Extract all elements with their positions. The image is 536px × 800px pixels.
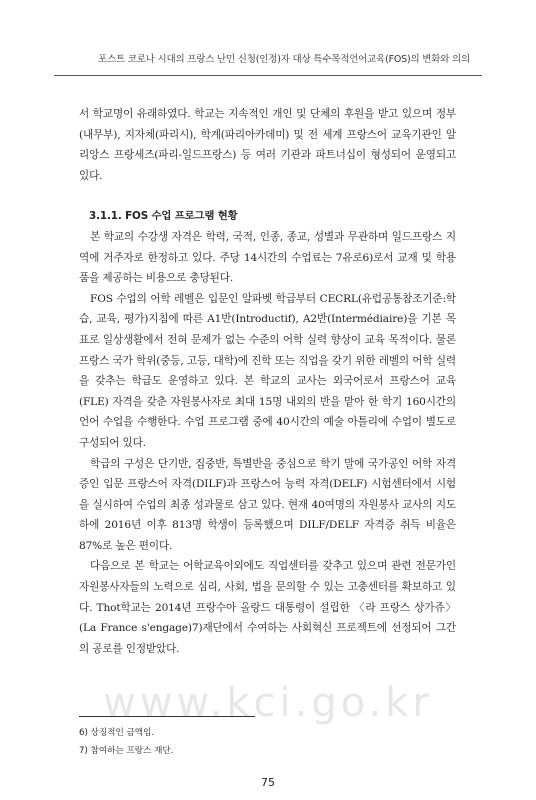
paragraph-eligibility: 본 학교의 수강생 자격은 학력, 국적, 인종, 종교, 성별과 무관하며 일드프랑스 지역에 거주자로 한정하고 있다. 주당 14시간의 수업료는 7유로6)로서 교재 및 학용품을 제공하는 비용으로 충당된다. <box>79 230 456 285</box>
footnote-divider <box>79 716 255 717</box>
section-heading: 3.1.1. FOS 수업 프로그램 현황 <box>89 210 238 223</box>
footnote-7: 7) 참여하는 프랑스 재단. <box>79 746 174 756</box>
page-number: 75 <box>261 776 275 789</box>
footnotes <box>79 724 456 760</box>
paragraph-intro: 서 학교명이 유래하였다. 학교는 지속적인 개인 및 단체의 후원을 받고 있으며 정부(내무부), 지자체(파리시), 학계(파리아카데미) 및 전 세계 프랑스어 교육기관인 알리앙스 프랑세즈(파리-일드프랑스) 등 여러 기관과 파트너십이 형성되어 운영되고 있다. <box>79 108 456 182</box>
header-divider <box>54 75 482 76</box>
watermark: www.kci.go.kr <box>103 680 433 726</box>
paragraph-class-structure: 학급의 구성은 단기반, 집중반, 특별반을 중심으로 학기 말에 국가공인 어학 자격증인 입문 프랑스어 자격(DILF)과 프랑스어 능력 자격(DELF) 시험센터에서 시험을 실시하여 수업의 최종 성과물로 삼고 있다. 현재 40여명의 자원봉사 교사의 지도하에 2016년 이후 813명 학생이 등록했으며 DILF/DELF 자격증 취득 비율은 87%로 높은 편이다. <box>79 457 456 552</box>
paragraph-support-center: 다음으로 본 학교는 어학교육이외에도 직업센터를 갖추고 있으며 관련 전문가인 자원봉사자들의 노력으로 심리, 사회, 법을 문의할 수 있는 고충센터를 확보하고 있다. Thot학교는 2014년 프랑수아 올랑드 대통령이 설립한 〈라 프랑스 상가쥬〉(La France s'engage)7)재단에서 수여하는 사회혁신 프로젝트에 선정되어 그간의 공로를 인정받았다. <box>79 560 456 655</box>
running-header: 포스트 코로나 시대의 프랑스 난민 신청(인정)자 대상 특수목적언어교육(FOS)의 변화와 의의 <box>98 54 470 65</box>
paragraph-language-level: FOS 수업의 어학 레벨은 입문인 알파벳 학급부터 CECRL(유럽공통참조기준:학습, 교육, 평가)지침에 따른 A1반(Introductif), A2반(Intermédiaire)을 기본 목표로 일상생활에서 전혀 문제가 없는 수준의 어학 실력 향상이 교육 목적이다. 물론 프랑스 국가 학위(중등, 고등, 대학)에 진학 또는 직업을 갖기 위한 레벨의 어학 실력을 갖추는 학급도 운영하고 있다. 본 학교의 교사는 외국어로서 프랑스어 교육(FLE) 자격을 갖춘 자원봉사자로 최대 15명 내외의 반을 맡아 한 학기 160시간의 언어 수업을 수행한다. 수업 프로그램 중에 40시간의 예술 아틀리에 수업이 별도로 구성되어 있다. <box>79 292 456 449</box>
footnote-6: 6) 상징적인 금액임. <box>79 728 155 738</box>
body-text <box>79 104 456 659</box>
